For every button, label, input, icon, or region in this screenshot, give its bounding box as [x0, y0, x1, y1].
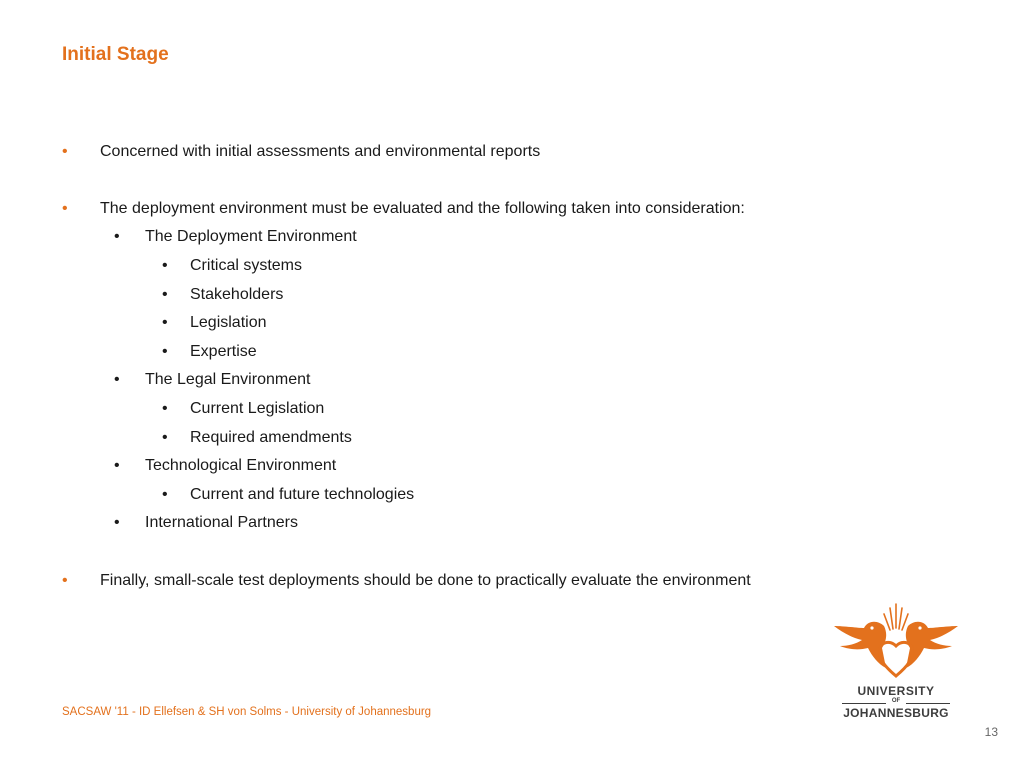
bullet-marker: •	[162, 314, 168, 331]
bullet-text: Current and future technologies	[190, 486, 415, 503]
bullet-text: Required amendments	[190, 429, 352, 446]
logo-line-johannesburg: JOHANNESBURG	[843, 706, 949, 720]
bullet-text: Current Legislation	[190, 400, 325, 417]
university-crest-icon	[828, 602, 964, 680]
bullet-marker: •	[114, 371, 120, 388]
bullet-text: Finally, small-scale test deployments should be done to practically evaluate the environment	[100, 572, 751, 589]
slide-title: Initial Stage	[62, 44, 169, 65]
footer-text: SACSAW '11 - ID Ellefsen & SH von Solms - University of Johannesburg	[62, 706, 432, 718]
bullet-marker: •	[62, 143, 68, 160]
bullet-text: The Legal Environment	[145, 371, 311, 388]
bullet-marker: •	[114, 457, 120, 474]
bullet-marker: •	[162, 486, 168, 503]
bullet-marker: •	[62, 572, 68, 589]
university-logo	[828, 602, 964, 724]
bullet-text: Technological Environment	[145, 457, 337, 474]
bullet-text: The deployment environment must be evaluated and the following taken into consideration:	[100, 200, 745, 217]
bullet-marker: •	[114, 514, 120, 531]
logo-line-of: OF	[886, 698, 906, 704]
bullet-marker: •	[162, 286, 168, 303]
bullet-text: Legislation	[190, 314, 267, 331]
bullet-marker: •	[114, 228, 120, 245]
bullet-text: Expertise	[190, 343, 257, 360]
bullet-marker: •	[162, 429, 168, 446]
bullet-marker: •	[162, 257, 168, 274]
page-number: 13	[984, 725, 998, 739]
bullet-text: Concerned with initial assessments and environmental reports	[100, 143, 541, 160]
bullet-text: The Deployment Environment	[145, 228, 357, 245]
bullet-text: Critical systems	[190, 257, 303, 274]
bullet-text: Stakeholders	[190, 286, 284, 303]
bullet-marker: •	[162, 343, 168, 360]
bullet-marker: •	[162, 400, 168, 417]
logo-line-university: UNIVERSITY	[857, 684, 935, 698]
bullet-text: International Partners	[145, 514, 298, 531]
bullet-marker: •	[62, 200, 68, 217]
